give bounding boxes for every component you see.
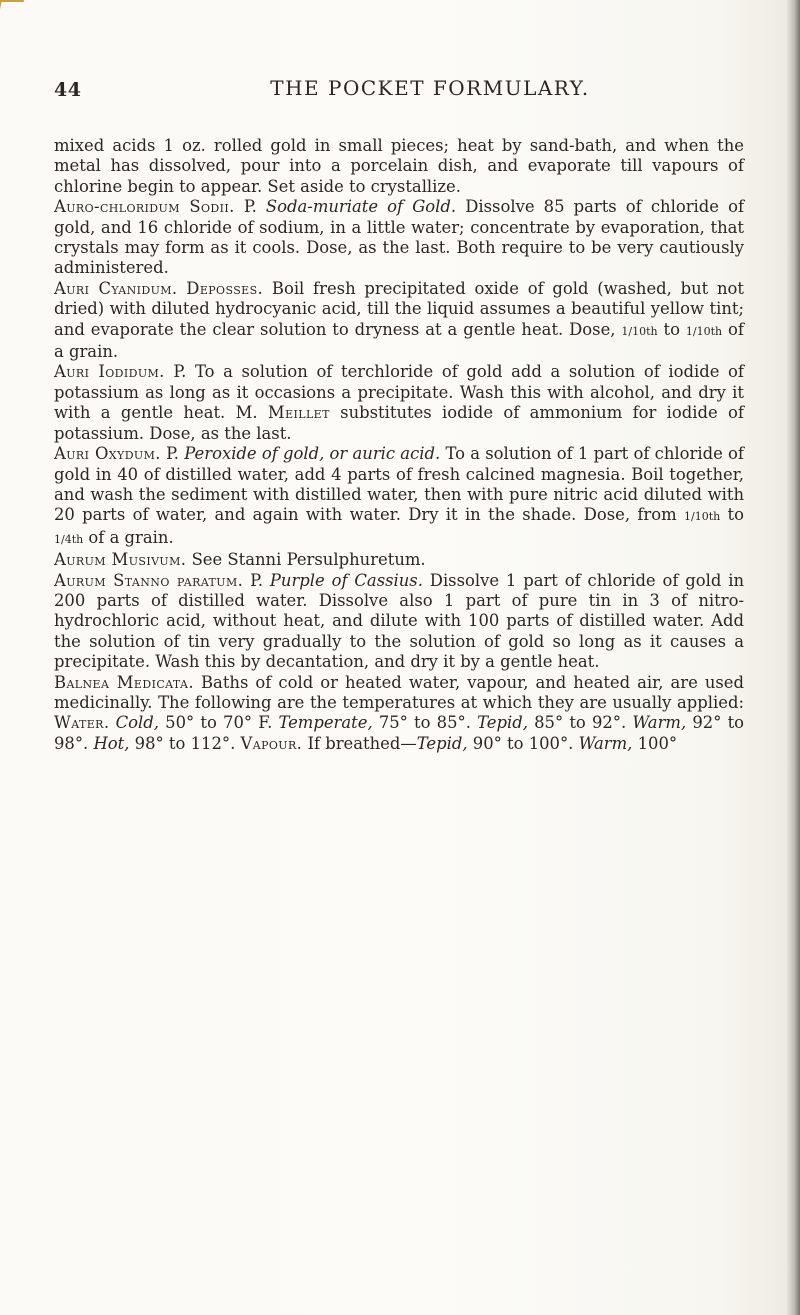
entry-auri-cyanidum: [54, 279, 744, 363]
temperate-label: Temperate,: [278, 713, 373, 733]
water-label: Water.: [54, 713, 110, 733]
dose-tail: of a grain.: [83, 527, 174, 547]
entry-balnea-medicata: [54, 673, 744, 755]
hot-label: Hot,: [93, 733, 130, 753]
dose-from: 1/10th: [684, 510, 721, 524]
cold-label: Cold,: [115, 713, 159, 733]
person-name: Meillet: [267, 403, 330, 423]
vapour-tepid-label: Tepid,: [416, 733, 468, 753]
vapour-text: If breathed—: [302, 733, 417, 753]
vapour-warm-range: 100°: [632, 733, 678, 753]
tepid-range: 85° to 92°.: [527, 713, 633, 733]
entry-text-continued: substitutes iodide of ammonium for iodide of potassium. Dose, as the last.: [54, 403, 744, 443]
warm-label: Warm,: [632, 713, 687, 733]
entry-mark: P.: [250, 570, 264, 590]
entry-aurum-stanno-paratum: [54, 571, 744, 673]
hot-range: 98° to 112°.: [129, 733, 241, 753]
entry-mark: P.: [166, 444, 180, 464]
entry-mark: P.: [173, 362, 187, 382]
entry-continuation: [54, 136, 744, 197]
page-number: 44: [54, 79, 82, 101]
entry-auri-iodidum: [54, 362, 744, 444]
dose-from: 1/10th: [621, 324, 658, 338]
entry-text: To a solution of terchloride of gold add a solution of iodide of potassium as long as it occasions a precipitate. Wash this with alcohol, and dry it with a gentle heat. M.: [54, 362, 744, 423]
warm-range: 92° to 98°.: [54, 713, 745, 753]
page-edge-shadow: [786, 0, 800, 1315]
entry-subtitle: Soda-muriate of Gold.: [265, 197, 457, 217]
running-head: THE POCKET FORMULARY.: [270, 76, 590, 100]
entry-text: Boil fresh precipitated oxide of gold (washed, but not dried) with diluted hydrocyanic acid, till the liquid assumes a beautiful yellow tint; and evaporate the clear solution to dryness at a gentle heat. Dose,: [54, 278, 744, 339]
entry-title: Auri Iodidum.: [54, 362, 165, 382]
entry-subtitle: Peroxide of gold, or auric acid.: [184, 444, 441, 464]
entry-authority: Deposses.: [186, 278, 264, 298]
page-corner-mark: [0, 0, 24, 42]
entry-text: To a solution of 1 part of chloride of gold in 40 of distilled water, add 4 parts of fresh calcined magnesia. Boil together, and wash the sediment with distilled water, then with pure nitric acid diluted with 20 parts of water, and again with water. Dry it in the shade. Dose, from: [54, 444, 744, 525]
entry-text: mixed acids 1 oz. rolled gold in small pieces; heat by sand-bath, and when the metal has dissolved, pour into a porcelain dish, and evaporate till vapours of chlorine begin to appear. Set aside to crystallize.: [54, 136, 744, 196]
dose-join: to: [657, 319, 686, 339]
entry-text: Baths of cold or heated water, vapour, and heated air, are used medicinally. The following are the temperatures at which they are usually applied:: [54, 672, 744, 712]
cold-range: 50° to 70° F.: [159, 713, 279, 733]
entry-text: Dissolve 1 part of chloride of gold in 200 parts of distilled water. Dissolve also 1 part of pure tin in 3 of nitro-hydrochloric acid, without heat, and dilute with 100 parts of distilled water. Add the solution of tin very gradually to the solution of gold so long as it causes a precipitate. Wash this by decantation, and dry it by a gentle heat.: [54, 570, 745, 672]
entry-title: Aurum Stanno paratum.: [54, 570, 244, 590]
entry-auro-chloridum-sodii: [54, 197, 744, 279]
dose-to: 1/10th: [685, 324, 723, 338]
entry-mark: P.: [243, 197, 257, 217]
page-body: [54, 136, 744, 754]
entry-auri-oxydum: [54, 444, 744, 550]
vapour-tepid-range: 90° to 100°.: [467, 733, 579, 753]
entry-title: Balnea Medicata.: [54, 672, 194, 692]
vapour-warm-label: Warm,: [578, 733, 633, 753]
vapour-label: Vapour.: [240, 733, 303, 753]
entry-text: Dissolve 85 parts of chloride of gold, and 16 chloride of sodium, in a little water; concentrate by evaporation, that crystals may form as it cools. Dose, as the last. Both require to be very cautiously administered.: [54, 197, 745, 278]
temperate-range: 75° to 85°.: [372, 713, 478, 733]
dose-join: to: [720, 505, 744, 525]
entry-title: Aurum Musivum.: [54, 550, 187, 570]
entry-subtitle: Purple of Cassius.: [269, 570, 423, 590]
entry-aurum-musivum: [54, 550, 744, 570]
dose-to: 1/4th: [54, 532, 84, 546]
entry-title: Auri Oxydum.: [54, 444, 161, 464]
entry-text: See Stanni Persulphuretum.: [191, 550, 426, 570]
entry-title: Auri Cyanidum.: [54, 278, 178, 298]
entry-title: Auro-chloridum Sodii.: [54, 197, 235, 217]
tepid-label: Tepid,: [477, 713, 528, 733]
dose-tail: of a grain.: [54, 319, 744, 362]
